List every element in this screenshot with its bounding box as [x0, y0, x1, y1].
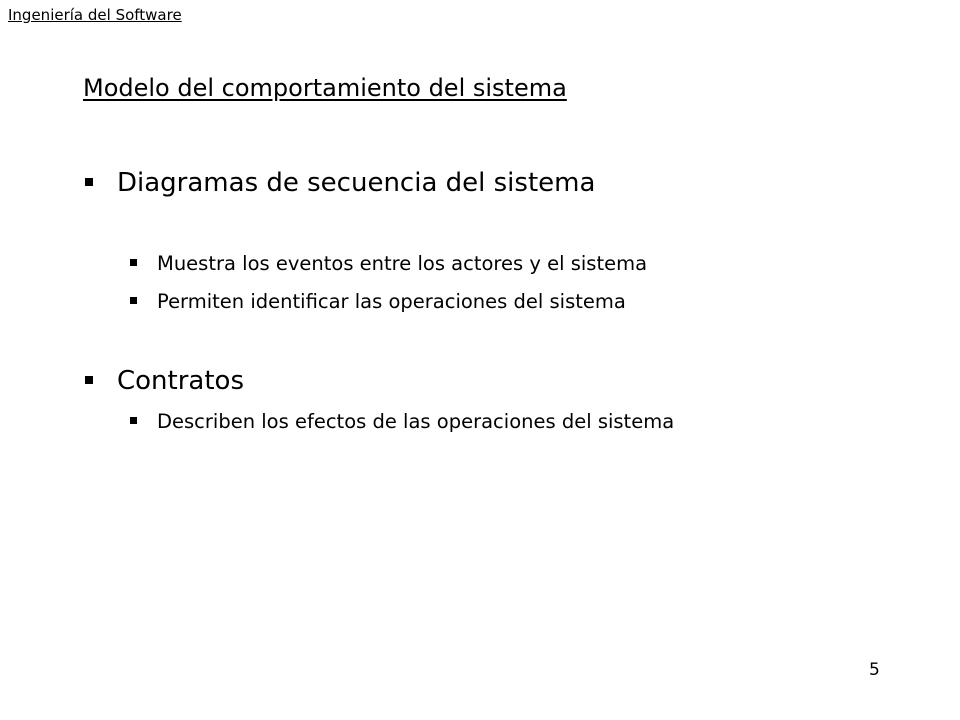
square-bullet-icon	[130, 259, 137, 266]
sub-bullet-text: Muestra los eventos entre los actores y el sistema	[157, 252, 648, 275]
sub-bullet-item-events	[130, 252, 647, 275]
bullet-text: Diagramas de secuencia del sistema	[117, 168, 596, 198]
square-bullet-icon	[130, 297, 137, 304]
square-bullet-icon	[130, 417, 137, 424]
sub-bullet-item-effects	[130, 410, 674, 433]
sub-bullet-item-operations	[130, 290, 626, 313]
bullet-item-sequence-diagrams	[85, 168, 595, 199]
sub-bullet-text: Permiten identificar las operaciones del sistema	[157, 290, 626, 313]
course-header: Ingeniería del Software	[8, 6, 182, 24]
square-bullet-icon	[85, 178, 93, 186]
bullet-item-contracts	[85, 366, 244, 397]
slide-title: Modelo del comportamiento del sistema	[83, 74, 567, 102]
sub-bullet-text: Describen los efectos de las operaciones del sistema	[157, 410, 675, 433]
square-bullet-icon	[85, 376, 93, 384]
bullet-text: Contratos	[117, 366, 245, 396]
page-number: 5	[869, 660, 880, 680]
